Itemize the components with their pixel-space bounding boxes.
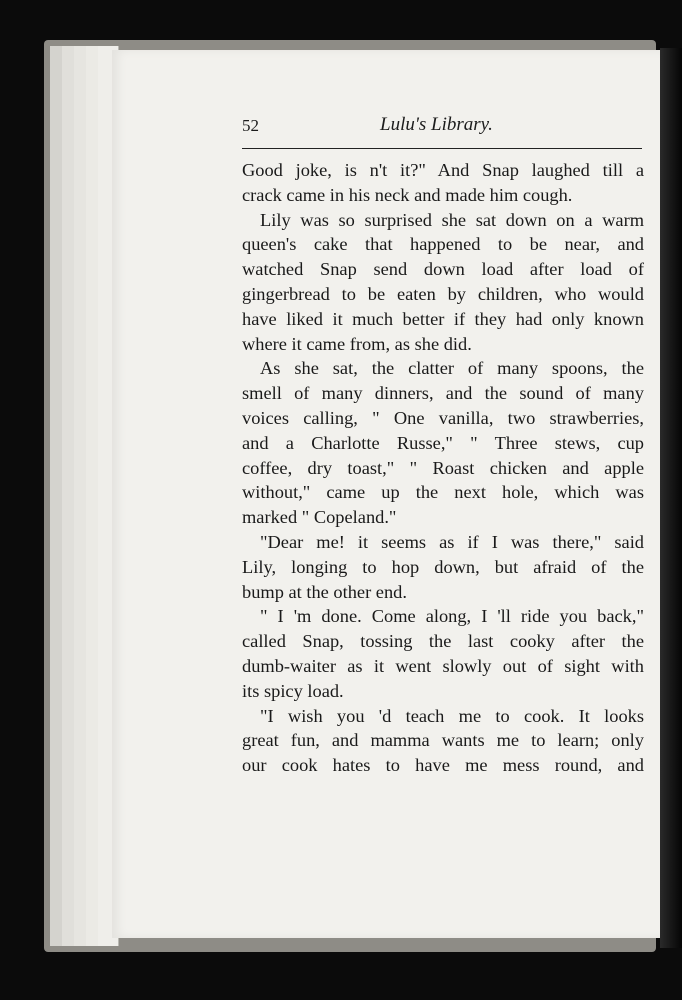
text-line: dumb-waiter as it went slowly out of sight with [242,655,644,676]
paragraph [242,530,644,604]
page-number: 52 [242,116,259,135]
text-line: gingerbread to be eaten by children, who would [242,283,644,304]
text-line: smell of many dinners, and the sound of many [242,383,644,404]
running-header [242,112,642,142]
text-line: "I wish you 'd teach me to cook. It looks [260,705,644,726]
text-line: coffee, dry toast," " Roast chicken and apple [242,457,644,478]
running-title: Lulu's Library. [380,114,493,135]
text-line: " I 'm done. Come along, I 'll ride you back," [260,606,644,627]
text-line: watched Snap send down load after load of [242,259,644,280]
paragraph [242,704,644,778]
paragraph [242,604,644,703]
binding-shadow [660,48,682,948]
paragraph [242,158,644,208]
body-text [242,158,644,778]
text-line: its spicy load. [242,680,344,701]
text-line: crack came in his neck and made him cough. [242,184,573,205]
text-line: marked " Copeland." [242,507,397,528]
text-line: Lily, longing to hop down, but afraid of the [242,556,644,577]
paragraph [242,208,644,357]
text-line: and a Charlotte Russe," " Three stews, cup [242,432,644,453]
text-line: without," came up the next hole, which was [242,482,644,503]
paragraph [242,356,644,530]
text-line: queen's cake that happened to be near, and [242,234,644,255]
text-line: voices calling, " One vanilla, two strawberries, [242,407,644,428]
text-line: Good joke, is n't it?" And Snap laughed till a [242,160,644,180]
text-line: bump at the other end. [242,581,407,602]
text-line: great fun, and mamma wants me to learn; only [242,730,644,751]
text-line: Lily was so surprised she sat down on a warm [260,209,644,230]
text-line: have liked it much better if they had only known [242,308,644,329]
text-line: called Snap, tossing the last cooky after the [242,631,644,652]
text-line: where it came from, as she did. [242,333,472,354]
text-line: As she sat, the clatter of many spoons, the [260,358,644,379]
text-line: our cook hates to have me mess round, and [242,755,644,776]
header-rule [242,148,642,149]
text-line: "Dear me! it seems as if I was there," said [260,531,644,552]
